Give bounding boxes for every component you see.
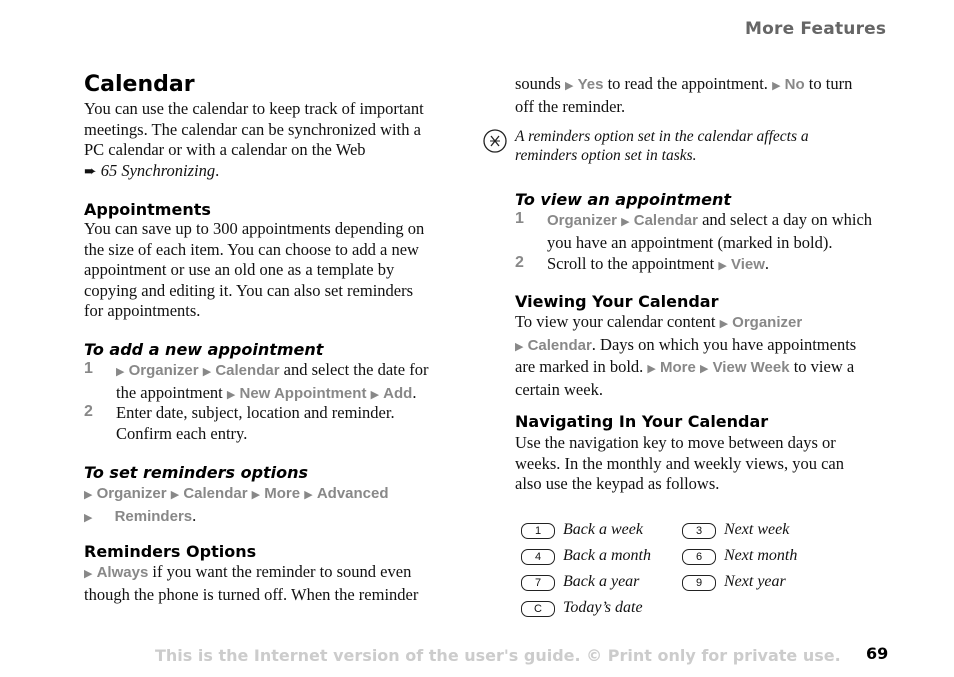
menu-item: More — [264, 485, 301, 502]
note-line: A reminders option set in the calendar affects a — [515, 128, 809, 145]
appointments-line: copying and editing it. You can also set reminders — [84, 280, 414, 300]
key-label: Next year — [724, 573, 786, 590]
key-row — [521, 599, 643, 617]
key-4-icon: 4 — [521, 549, 555, 565]
navigating-heading: Navigating In Your Calendar — [515, 412, 769, 431]
paragraph-text: are marked in bold. — [515, 357, 644, 376]
step-text: the appointment — [116, 382, 223, 402]
step-text: you have an appointment (marked in bold). — [547, 232, 833, 252]
menu-item: Add — [383, 384, 413, 402]
paragraph-text: though the phone is turned off. When the reminder — [84, 584, 419, 604]
footer-notice: This is the Internet version of the user's guide. © Print only for private use. — [155, 646, 841, 665]
intro-line-2: meetings. The calendar can be synchronized with a — [84, 119, 421, 139]
menu-item: View — [730, 256, 765, 273]
menu-item: Calendar — [527, 336, 592, 354]
menu-item: New Appointment — [239, 384, 367, 402]
key-9-icon: 9 — [682, 575, 716, 591]
appointments-line: for appointments. — [84, 301, 201, 320]
reminders-options-heading: To set reminders options — [84, 463, 309, 482]
tip-note — [515, 127, 809, 165]
step-text: Enter date, subject, location and reminder. — [116, 403, 395, 422]
menu-item: Advanced — [316, 485, 389, 502]
menu-item: Always — [96, 564, 149, 581]
step-number: 2 — [84, 403, 93, 420]
menu-item: Yes — [577, 76, 604, 93]
menu-item: Calendar — [183, 485, 248, 502]
reminders-path — [84, 483, 389, 528]
view-step-1 — [547, 210, 872, 253]
menu-arrow-icon: ▶ — [170, 489, 180, 501]
paragraph-text: off the reminder. — [515, 96, 626, 116]
key-row — [682, 547, 797, 565]
view-step-2 — [547, 254, 769, 277]
menu-item: View Week — [712, 359, 790, 376]
reminder-continuation — [515, 74, 852, 117]
menu-arrow-icon: ▶ — [226, 388, 236, 401]
key-row — [521, 547, 651, 565]
menu-item: Organizer — [547, 212, 618, 229]
paragraph-text: to read the appointment. — [607, 74, 768, 93]
key-7-icon: 7 — [521, 575, 555, 591]
paragraph-text: certain week. — [515, 379, 603, 399]
lightbulb-icon — [482, 128, 508, 154]
viewing-calendar-heading: Viewing Your Calendar — [515, 292, 719, 311]
path-end: . — [192, 505, 197, 525]
step-text: and select a day on which — [702, 210, 873, 229]
add-step-1 — [116, 360, 428, 405]
key-c-icon: C — [521, 601, 555, 617]
paragraph-text: to turn — [808, 74, 853, 93]
menu-arrow-icon: ▶ — [84, 489, 93, 501]
key-label: Back a week — [563, 521, 643, 538]
step-text: Confirm each entry. — [116, 423, 248, 443]
paragraph-text: if you want the reminder to sound even — [152, 562, 412, 581]
navigating-paragraph — [515, 433, 844, 495]
step-text: and select the date for — [283, 360, 429, 379]
key-3-icon: 3 — [682, 523, 716, 539]
paragraph-text: also use the keypad as follows. — [515, 474, 720, 493]
right-arrow-icon: ➨ — [84, 163, 97, 180]
menu-arrow-icon: ▶ — [647, 363, 656, 375]
paragraph-text: . Days on which you have appointments — [591, 334, 857, 354]
key-6-icon: 6 — [682, 549, 716, 565]
menu-arrow-icon: ▶ — [202, 366, 212, 378]
menu-arrow-icon: ▶ — [251, 489, 261, 501]
menu-arrow-icon: ▶ — [84, 568, 93, 580]
view-appointment-heading: To view an appointment — [515, 190, 732, 209]
paragraph-text: To view your calendar content — [515, 312, 716, 331]
menu-item: Calendar — [215, 362, 280, 379]
step-number: 1 — [84, 360, 93, 377]
menu-arrow-icon: ▶ — [772, 80, 781, 92]
appointments-heading: Appointments — [84, 200, 211, 219]
paragraph-text: weeks. In the monthly and weekly views, you can — [515, 453, 845, 473]
note-line: reminders option set in tasks. — [515, 147, 697, 164]
key-label: Back a month — [563, 547, 651, 564]
menu-arrow-icon: ▶ — [719, 318, 729, 330]
key-row — [682, 521, 789, 539]
key-label: Next week — [724, 521, 790, 538]
menu-arrow-icon: ▶ — [564, 80, 574, 92]
intro-line-1: You can use the calendar to keep track of important — [84, 99, 424, 118]
step-number: 2 — [515, 254, 524, 271]
key-label: Back a year — [563, 573, 640, 590]
appointments-line: appointment or use an old one as a template by — [84, 260, 395, 279]
appointments-paragraph — [84, 219, 424, 322]
step-text: Scroll to the appointment — [547, 254, 715, 273]
viewing-calendar-paragraph — [515, 312, 856, 400]
menu-item: Organizer — [96, 485, 167, 502]
page-number: 69 — [866, 644, 889, 663]
appointments-line: the size of each item. You can choose to add a new — [84, 239, 419, 259]
reminders-options-title: Reminders Options — [84, 542, 257, 561]
key-row — [521, 521, 643, 539]
menu-item: No — [784, 76, 805, 93]
menu-arrow-icon: ▶ — [718, 260, 727, 272]
intro-line-3: PC calendar or with a calendar on the Web — [84, 140, 366, 159]
add-step-2 — [116, 403, 395, 444]
menu-arrow-icon: ▶ — [515, 340, 524, 353]
appointments-line: You can save up to 300 appointments depending on — [84, 219, 425, 238]
section-header: More Features — [745, 19, 887, 39]
menu-item: Organizer — [128, 362, 199, 379]
step-number: 1 — [515, 210, 524, 227]
key-label: Next month — [724, 547, 798, 564]
paragraph-text: to view a — [793, 357, 855, 376]
key-1-icon: 1 — [521, 523, 555, 539]
menu-item: Calendar — [633, 212, 698, 229]
menu-arrow-icon: ▶ — [621, 216, 630, 228]
paragraph-text: Use the navigation key to move between days or — [515, 433, 836, 452]
key-label: Today’s date — [563, 599, 643, 616]
reminders-options-paragraph — [84, 562, 418, 605]
key-row — [521, 573, 639, 591]
intro-ref-text: 65 Synchronizing — [100, 160, 216, 180]
add-appointment-heading: To add a new appointment — [84, 340, 324, 359]
intro-reference: ➨ 65 Synchronizing. — [84, 160, 220, 180]
key-row — [682, 573, 786, 591]
page-title: Calendar — [84, 72, 195, 97]
step-text: . — [764, 254, 770, 273]
menu-arrow-icon: ▶ — [370, 388, 380, 401]
menu-arrow-icon: ▶ — [699, 363, 709, 375]
menu-arrow-icon: ▶ — [116, 366, 125, 378]
intro-paragraph — [84, 99, 424, 182]
menu-arrow-icon: ▶ — [304, 489, 313, 501]
menu-item: More — [660, 359, 696, 376]
menu-item: Reminders — [114, 507, 193, 525]
menu-arrow-icon: ▶ — [84, 511, 93, 524]
step-text: . — [412, 382, 417, 402]
paragraph-text: sounds — [515, 74, 561, 93]
menu-item: Organizer — [732, 314, 803, 331]
